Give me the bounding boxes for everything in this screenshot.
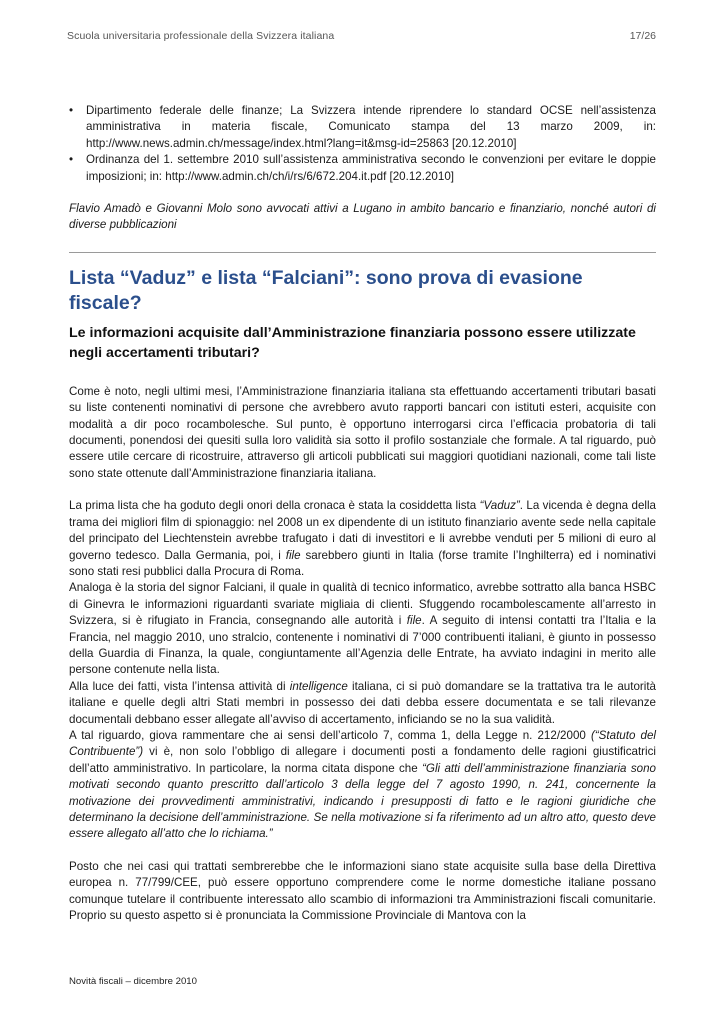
paragraph-vaduz [69,498,656,580]
section-divider [69,252,656,253]
page-footer: Novità fiscali – dicembre 2010 [69,976,197,987]
text-run: La prima lista che ha goduto degli onori della cronaca è stata la cosiddetta lista [69,499,480,513]
emphasis: file [406,614,422,628]
paragraph-directive: Posto che nei casi qui trattati sembrerebbe che le informazioni siano state acquisite sulla base della Direttiva europea n. 77/799/CEE, può essere opportuno comprendere come le norme domestiche italiane possano comunque tutelare il contribuente interessato allo scambio di informazioni tra Amministrazioni fiscali comunitarie. Proprio su questo aspetto si è pronunciata la Commissione Provinciale di Mantova con la [69,859,656,923]
reference-item: • Ordinanza del 1. settembre 2010 sull’assistenza amministrativa secondo le convenzioni per evitare le doppie imposizioni; in: http://www.admin.ch/ch/i/rs/6/672.204.it.pdf [20.12.2010] [69,152,656,185]
text-run: Alla luce dei fatti, vista l’intensa attività di [69,679,290,693]
page-content [69,103,656,924]
emphasis: file [285,548,301,562]
authors-note: Flavio Amadò e Giovanni Molo sono avvocati attivi a Lugano in ambito bancario e finanziario, nonché autori di diverse pubblicazioni [69,202,656,232]
text-run: Analoga è la storia del signor Falciani, il quale in qualità di tecnico informatico, avrebbe sottratto alla banca HSBC di Ginevra le informazioni riguardanti svariate migliaia di clienti. Sfuggendo rocambolescamente all’arresto in Svizzera, si è rifugiato in Francia, consegnando alle autorità i [69,581,656,628]
institution-name: Scuola universitaria professionale della Svizzera italiana [67,30,335,42]
emphasis: (“Statuto del Contribuente”) [69,728,656,759]
text-run: . La vicenda è degna della trama dei migliori film di spionaggio: nel 2008 un ex dipendente di un istituto finanziario avente sede nella capitale del principato del Liechtenstein avrebbe trafugato i dati di investitori e li avrebbe venduti per 5 milioni di euro al governo tedesco. Dalla Germania, poi, i [69,499,656,562]
text-run: vi è, non solo l’obbligo di allegare i documenti posti a fondamento delle ragioni giustificatrici dell’atto amministrativo. In particolare, la norma citata dispone che [69,745,656,775]
text-run: italiana, ci si può domandare se la trattativa tra le autorità italiane e quelle degli altri Stati membri in possesso dei dati debba essere documentata e se tali rilevanze documentali debbano esser allegate all’avviso di accertamento, inficiando se no la sua validità. [69,679,657,726]
emphasis: “Vaduz” [479,499,520,513]
text-run: . A seguito di intensi contatti tra l’Italia e la Francia, nel maggio 2010, uno stralcio, contenente i nominativi di 7’000 contribuenti italiani, è giunto in possesso della Guardia di Finanza, la quale, congiuntamente all’Agenzia delle Entrate, ha avviato indagini in merito alle persone contenute nella lista. [69,614,657,677]
paragraph-falciani [69,580,656,678]
article-title: Lista “Vaduz” e lista “Falciani”: sono prova di evasione fiscale? [69,266,583,315]
text-run: sarebbero giunti in Italia (forse tramite l’Inghilterra) ed i nominativi sono stati resi pubblici dalla Procura di Roma. [69,548,656,578]
article-subtitle: Le informazioni acquisite dall’Amministrazione finanziaria possono essere utilizzate negli accertamenti tributari? [69,324,636,361]
paragraph-intro: Come è noto, negli ultimi mesi, l’Amministrazione finanziaria italiana sta effettuando accertamenti tributari basati su liste contenenti nominativi di persone che avrebbero avuto rapporti bancari con istituti esteri, acquisite con modalità a dir poco rocambolesche. Sul punto, è opportuno interrogarsi circa l’efficacia probatoria di tali documenti, ponendosi dei quesiti sulla loro validità sia sotto il profilo sostanziale che formale. A tal riguardo, può essere utile cercare di ricostruire, attraverso gli articoli pubblicati sui maggiori quotidiani nazionali, come tali liste sono state ottenute dall’Amministrazione finanziaria italiana. [69,384,656,480]
reference-list [69,103,656,185]
page-number: 17/26 [629,30,656,42]
emphasis: intelligence [289,679,348,693]
text-run: A tal riguardo, giova rammentare che ai sensi dell’articolo 7, comma 1, della Legge n. 212/2000 [69,728,591,742]
paragraph-statuto [69,728,656,843]
page-header [67,30,656,46]
reference-item: • Dipartimento federale delle finanze; La Svizzera intende riprendere lo standard OCSE nell’assistenza amministrativa in materia fiscale, Comunicato stampa del 13 marzo 2009, in: http://www.news.admin.ch/message/index.html?lang=it&msg-id=25863 [20.12.2010] [69,103,656,152]
paragraph-intelligence [69,679,656,728]
emphasis: “Gli atti dell’amministrazione finanziaria sono motivati secondo quanto prescritto dall’articolo 3 della legge del 7 agosto 1990, n. 241, concernente la motivazione dei provvedimenti amministrativi, indicando i presupposti di fatto e le ragioni giuridiche che determinano la decisione dell’amministrazione. Se nella motivazione si fa riferimento ad un altro atto, questo deve essere allegato all’atto che lo richiama.” [69,761,657,841]
